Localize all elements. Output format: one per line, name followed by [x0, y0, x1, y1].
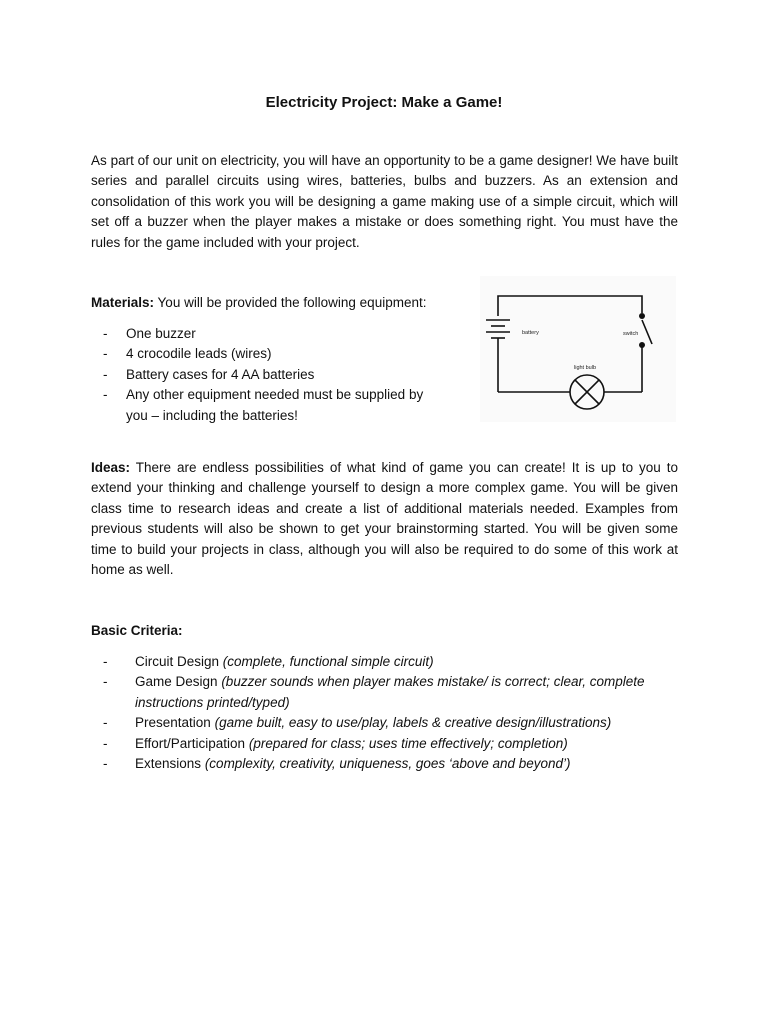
list-item [103, 713, 678, 733]
criterion-name: Effort/Participation [135, 735, 246, 751]
criterion-note: (game built, easy to use/play, labels & creative design/illustrations) [214, 715, 612, 731]
list-item: - One buzzer [91, 324, 431, 344]
list-item: - 4 crocodile leads (wires) [91, 344, 431, 364]
list-item [103, 734, 678, 754]
criterion-name: Game Design [135, 674, 218, 690]
criterion-note: (prepared for class; uses time effectively; completion) [248, 735, 568, 751]
materials-label: Materials: [91, 295, 155, 310]
criterion-name: Presentation [135, 715, 211, 731]
list-item [103, 672, 678, 713]
circuit-diagram [480, 276, 676, 422]
criteria-label: Basic Criteria: [91, 623, 183, 638]
list-item [103, 754, 678, 774]
ideas-paragraph [91, 458, 678, 580]
intro-paragraph: As part of our unit on electricity, you will have an opportunity to be a game designer! We have built series and parallel circuits using wires, batteries, bulbs and buzzers. As an extension and consolidation of this work you will be designing a game making use of a simple circuit, which will set off a buzzer when the player makes a mistake or does something right. You must have the rules for the game included with your project. [91, 153, 678, 250]
switch-label: switch [623, 331, 639, 337]
criteria-heading [91, 621, 678, 641]
page-title: Electricity Project: Make a Game! [265, 94, 503, 111]
criterion-note: (complexity, creativity, uniqueness, goes ‘above and beyond’) [204, 756, 571, 772]
battery-label: battery [522, 330, 539, 336]
bulb-label: light bulb [574, 365, 597, 371]
materials-list [91, 324, 431, 426]
wire-top [498, 296, 642, 316]
switch-lever [642, 320, 652, 344]
circuit-diagram-svg [480, 276, 676, 422]
list-item [103, 652, 678, 672]
criterion-name: Circuit Design [135, 654, 220, 669]
ideas-text: There are endless possibilities of what kind of game you can create! It is up to you to extend your thinking and challenge yourself to design a more complex game. You will be given class time to research ideas and create a list of additional materials needed. Examples from previous students will also be shown to get your brainstorming started. You will be given some time to build your projects in class, although you will also be required to do some of this work at home as well. [91, 460, 678, 578]
ideas-label: Ideas: [91, 460, 131, 475]
criterion-name: Extensions [135, 756, 202, 772]
list-item: - Battery cases for 4 AA batteries [91, 365, 431, 385]
switch-contact [639, 313, 645, 319]
criterion-note: (complete, functional simple circuit) [222, 654, 434, 669]
materials-text: You will be provided the following equipment: [157, 295, 427, 310]
switch-contact [639, 342, 645, 348]
criteria-list [103, 652, 678, 774]
list-item: - Any other equipment needed must be supplied by you – including the batteries! [91, 385, 431, 426]
criterion-note: (buzzer sounds when player makes mistake/ is correct; clear, complete instructions printed/typed) [135, 674, 645, 710]
